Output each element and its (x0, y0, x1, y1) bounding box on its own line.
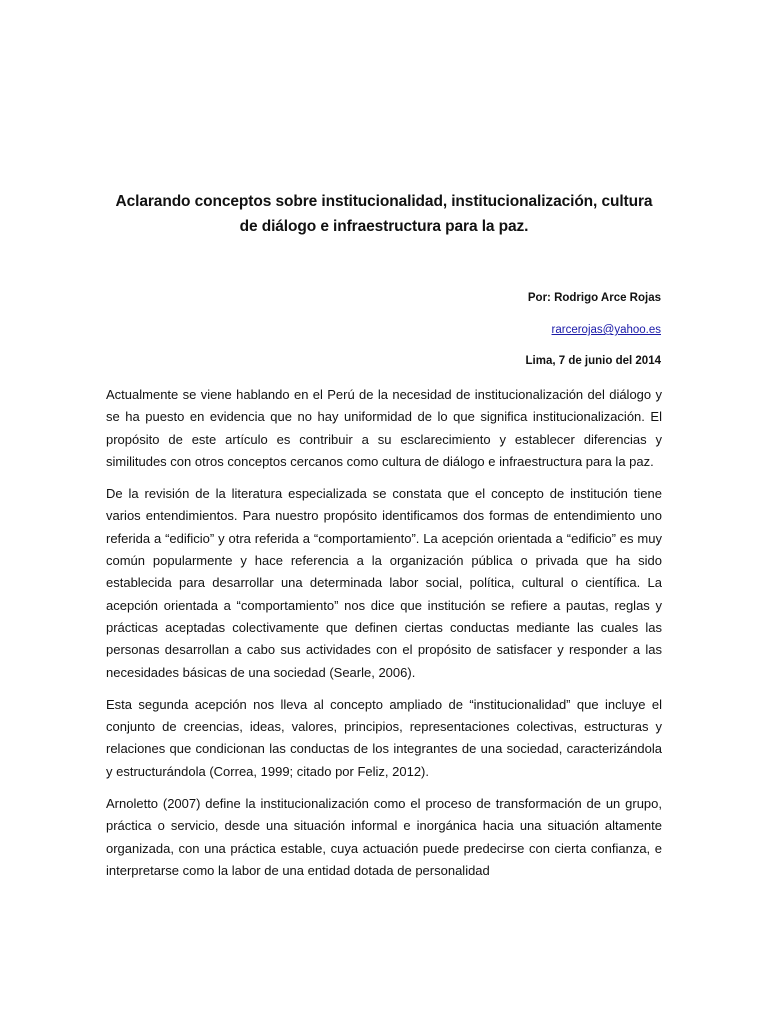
document-body (106, 384, 662, 892)
title-line-2: de diálogo e infraestructura para la paz. (239, 218, 529, 235)
paragraph: Esta segunda acepción nos lleva al concepto ampliado de “institucionalidad” que incluye el conjunto de creencias, ideas, valores, principios, representaciones colectivas, estructuras y relaciones que condicionan las conductas de los integrantes de una sociedad, caracterizándola y estructurándola (Correa, 1999; citado por Feliz, 2012). (106, 696, 662, 779)
email-link[interactable]: rarcerojas@yahoo.es (551, 324, 661, 336)
author-line: Por: Rodrigo Arce Rojas (527, 292, 661, 304)
document-title (100, 189, 668, 239)
email-line (552, 322, 661, 338)
paragraph: Actualmente se viene hablando en el Perú de la necesidad de institucionalización del diálogo y se ha puesto en evidencia que no hay uniformidad de lo que significa institucionalización. El propósito de este artículo es contribuir a su esclarecimiento y establecer diferencias y similitudes con otros conceptos cercanos como cultura de diálogo e infraestructura para la paz. (106, 387, 662, 469)
date-line: Lima, 7 de junio del 2014 (525, 355, 661, 367)
paragraph: De la revisión de la literatura especializada se constata que el concepto de institución tiene varios entendimientos. Para nuestro propósito identificamos dos formas de entendimiento uno referida a “edificio” y otra referida a “comportamiento”. La acepción orientada a “edificio” es muy común popularmente y hace referencia a la organización pública o privada que ha sido establecida para desarrollar una determinada labor social, política, cultural o científica. La acepción orientada a “comportamiento” nos dice que institución se refiere a pautas, reglas y prácticas aceptadas colectivamente que definen ciertas conductas mediante las cuales las personas desarrollan a cabo sus actividades con el propósito de satisfacer y responder a las necesidades básicas de una sociedad (Searle, 2006). (106, 486, 662, 680)
title-line-1: Aclarando conceptos sobre institucionalidad, institucionalización, cultura (115, 193, 653, 210)
paragraph: Arnoletto (2007) define la institucionalización como el proceso de transformación de un grupo, práctica o servicio, desde una situación informal e inorgánica hacia una situación altamente organizada, con una práctica estable, cuya actuación puede predecirse con cierta confianza, e interpretarse como la labor de una entidad dotada de personalidad (106, 796, 662, 878)
